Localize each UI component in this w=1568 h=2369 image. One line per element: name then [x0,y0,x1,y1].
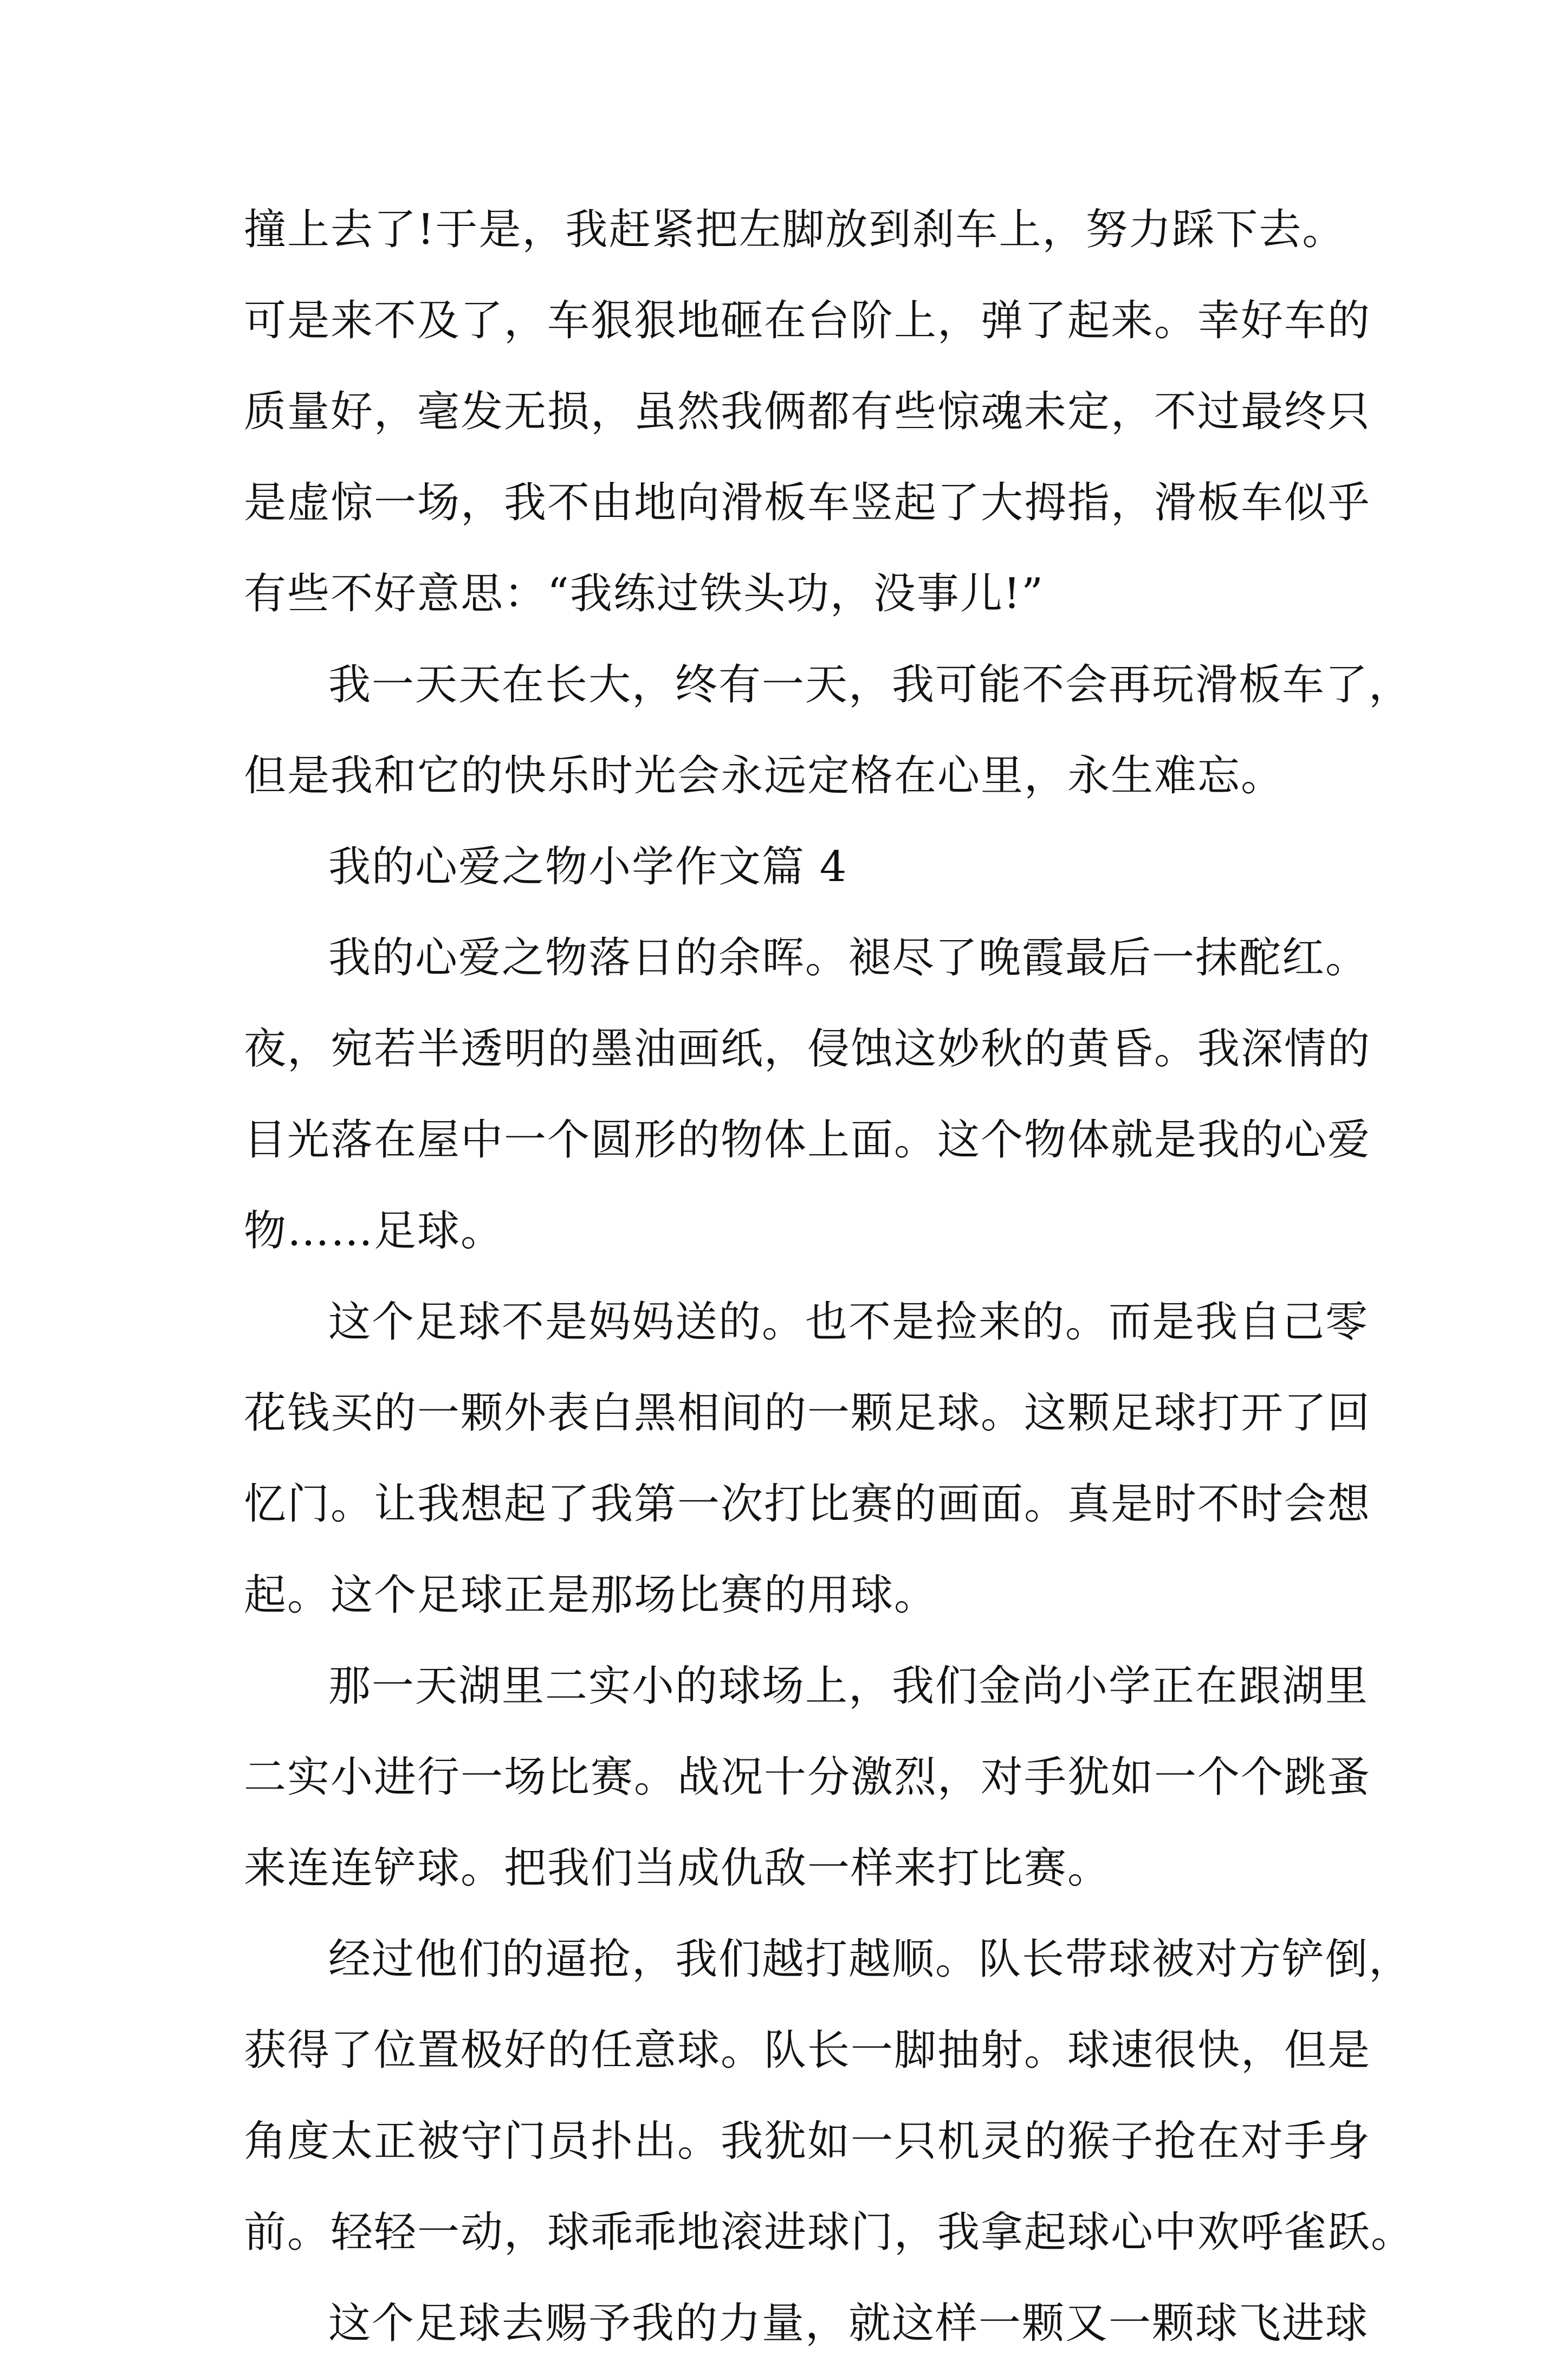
text-line: 二实小进行一场比赛。战况十分激烈，对手犹如一个个跳蚤 [244,1753,1371,1802]
text-line: 获得了位置极好的任意球。队长一脚抽射。球速很快，但是 [244,2026,1371,2075]
paragraph-6 [244,1914,1415,2278]
text-line: 质量好，毫发无损，虽然我俩都有些惊魂未定，不过最终只 [244,387,1371,436]
paragraph-4 [244,1277,1371,1641]
paragraph-7 [244,2278,1369,2369]
text-line: 花钱买的一颗外表白黑相间的一颗足球。这颗足球打开了回 [244,1389,1371,1438]
text-line: 撞上去了!于是，我赶紧把左脚放到刹车上，努力踩下去。 [244,205,1346,254]
text-line: 是虚惊一场，我不由地向滑板车竖起了大拇指，滑板车似乎 [244,478,1371,527]
paragraph-3 [244,912,1371,1277]
text-line: 但是我和它的快乐时光会永远定格在心里，永生难忘。 [244,752,1285,800]
paragraph-2 [244,639,1413,821]
text-line: 经过他们的逼抢，我们越打越顺。队长带球被对方铲倒， [328,1935,1413,1984]
text-line: 目光落在屋中一个圆形的物体上面。这个物体就是我的心爱 [244,1116,1371,1164]
text-line: 可是来不及了，车狠狠地砸在台阶上，弹了起来。幸好车的 [244,296,1371,345]
essay-title: 我的心爱之物小学作文篇 4 [328,843,848,891]
text-line: 物……足球。 [244,1207,504,1255]
text-line: 那一天湖里二实小的球场上，我们金尚小学正在跟湖里 [328,1662,1369,1711]
text-line: 有些不好意思：“我练过铁头功，没事儿!” [244,569,1045,618]
text-line: 来连连铲球。把我们当成仇敌一样来打比赛。 [244,1844,1111,1893]
document-body [244,184,1415,2369]
text-line: 夜，宛若半透明的墨油画纸，侵蚀这妙秋的黄昏。我深情的 [244,1025,1371,1073]
text-line: 角度太正被守门员扑出。我犹如一只机灵的猴子抢在对手身 [244,2117,1371,2166]
text-line: 这个足球去赐予我的力量，就这样一颗又一颗球飞进球 [328,2299,1369,2348]
text-line: 我的心爱之物落日的余晖。褪尽了晚霞最后一抹酡红。 [328,934,1369,982]
paragraph-1 [244,184,1371,639]
text-line: 前。轻轻一动，球乖乖地滚进球门，我拿起球心中欢呼雀跃。 [244,2208,1415,2257]
text-line: 这个足球不是妈妈送的。也不是捡来的。而是我自己零 [328,1298,1369,1347]
text-line: 我一天天在长大，终有一天，我可能不会再玩滑板车了， [328,661,1413,709]
section-heading [244,821,1355,912]
text-line: 忆门。让我想起了我第一次打比赛的画面。真是时不时会想 [244,1480,1371,1529]
text-line: 起。这个足球正是那场比赛的用球。 [244,1571,938,1620]
paragraph-5 [244,1641,1371,1914]
